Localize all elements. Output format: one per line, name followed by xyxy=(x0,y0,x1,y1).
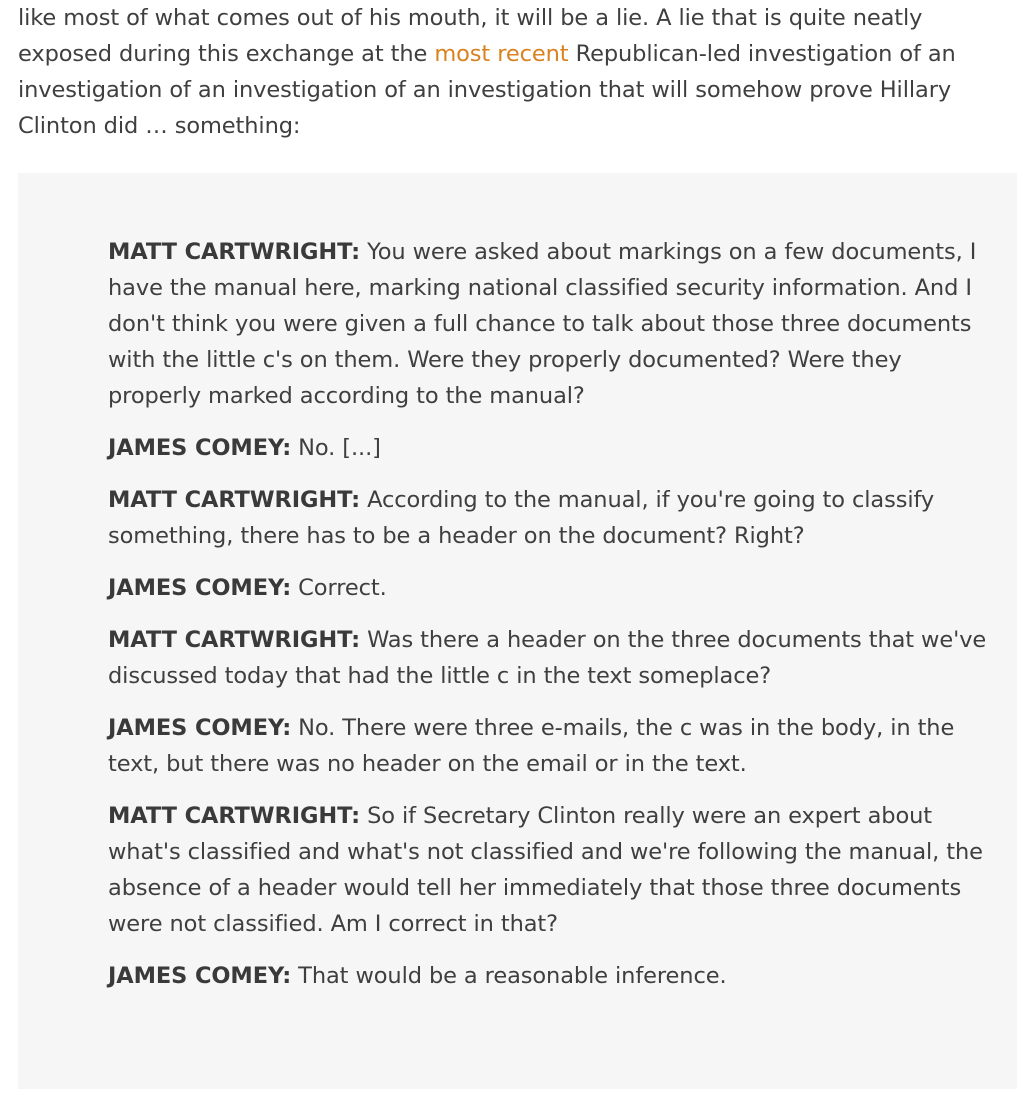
intro-paragraph xyxy=(18,0,1018,144)
speaker-text: According to the manual, if you're going to classify something, there has to be a header on the document? Right? xyxy=(108,487,935,549)
speaker-name: MATT CARTWRIGHT: xyxy=(108,803,361,829)
transcript-entry xyxy=(108,710,988,782)
speaker-name: JAMES COMEY: xyxy=(108,715,292,741)
transcript-entry xyxy=(108,430,988,466)
speaker-name: MATT CARTWRIGHT: xyxy=(108,627,361,653)
transcript-entry xyxy=(108,482,988,554)
speaker-name: MATT CARTWRIGHT: xyxy=(108,239,361,265)
intro-text-after-link: Republican-led investigation of an investigation of an investigation of an investigation that will somehow prove Hillary Clinton did … something: xyxy=(18,41,956,139)
speaker-text: No. There were three e-mails, the c was in the body, in the text, but there was no header on the email or in the text. xyxy=(108,715,955,777)
speaker-text: So if Secretary Clinton really were an expert about what's classified and what's not classified and we're following the manual, the absence of a header would tell her immediately that those three documents were not classified. Am I correct in that? xyxy=(108,803,983,937)
transcript xyxy=(108,234,988,1010)
speaker-name: JAMES COMEY: xyxy=(108,435,292,461)
transcript-entry xyxy=(108,234,988,414)
transcript-entry xyxy=(108,570,988,606)
speaker-text: Correct. xyxy=(291,575,387,601)
transcript-entry xyxy=(108,798,988,942)
intro-text-before-link: like most of what comes out of his mouth, it will be a lie. A lie that is quite neatly exposed during this exchange at the xyxy=(18,5,923,67)
speaker-text: No. [...] xyxy=(291,435,381,461)
transcript-entry xyxy=(108,622,988,694)
speaker-text: Was there a header on the three documents that we've discussed today that had the little c in the text someplace? xyxy=(108,627,987,689)
transcript-entry xyxy=(108,958,988,994)
most-recent-link[interactable]: most recent xyxy=(434,41,569,67)
speaker-name: JAMES COMEY: xyxy=(108,575,292,601)
speaker-text: That would be a reasonable inference. xyxy=(291,963,727,989)
speaker-text: You were asked about markings on a few documents, I have the manual here, marking national classified security information. And I don't think you were given a full chance to talk about those three documents with the little c's on them. Were they properly documented? Were they properly marked according to the manual? xyxy=(108,239,977,409)
speaker-name: JAMES COMEY: xyxy=(108,963,292,989)
speaker-name: MATT CARTWRIGHT: xyxy=(108,487,361,513)
